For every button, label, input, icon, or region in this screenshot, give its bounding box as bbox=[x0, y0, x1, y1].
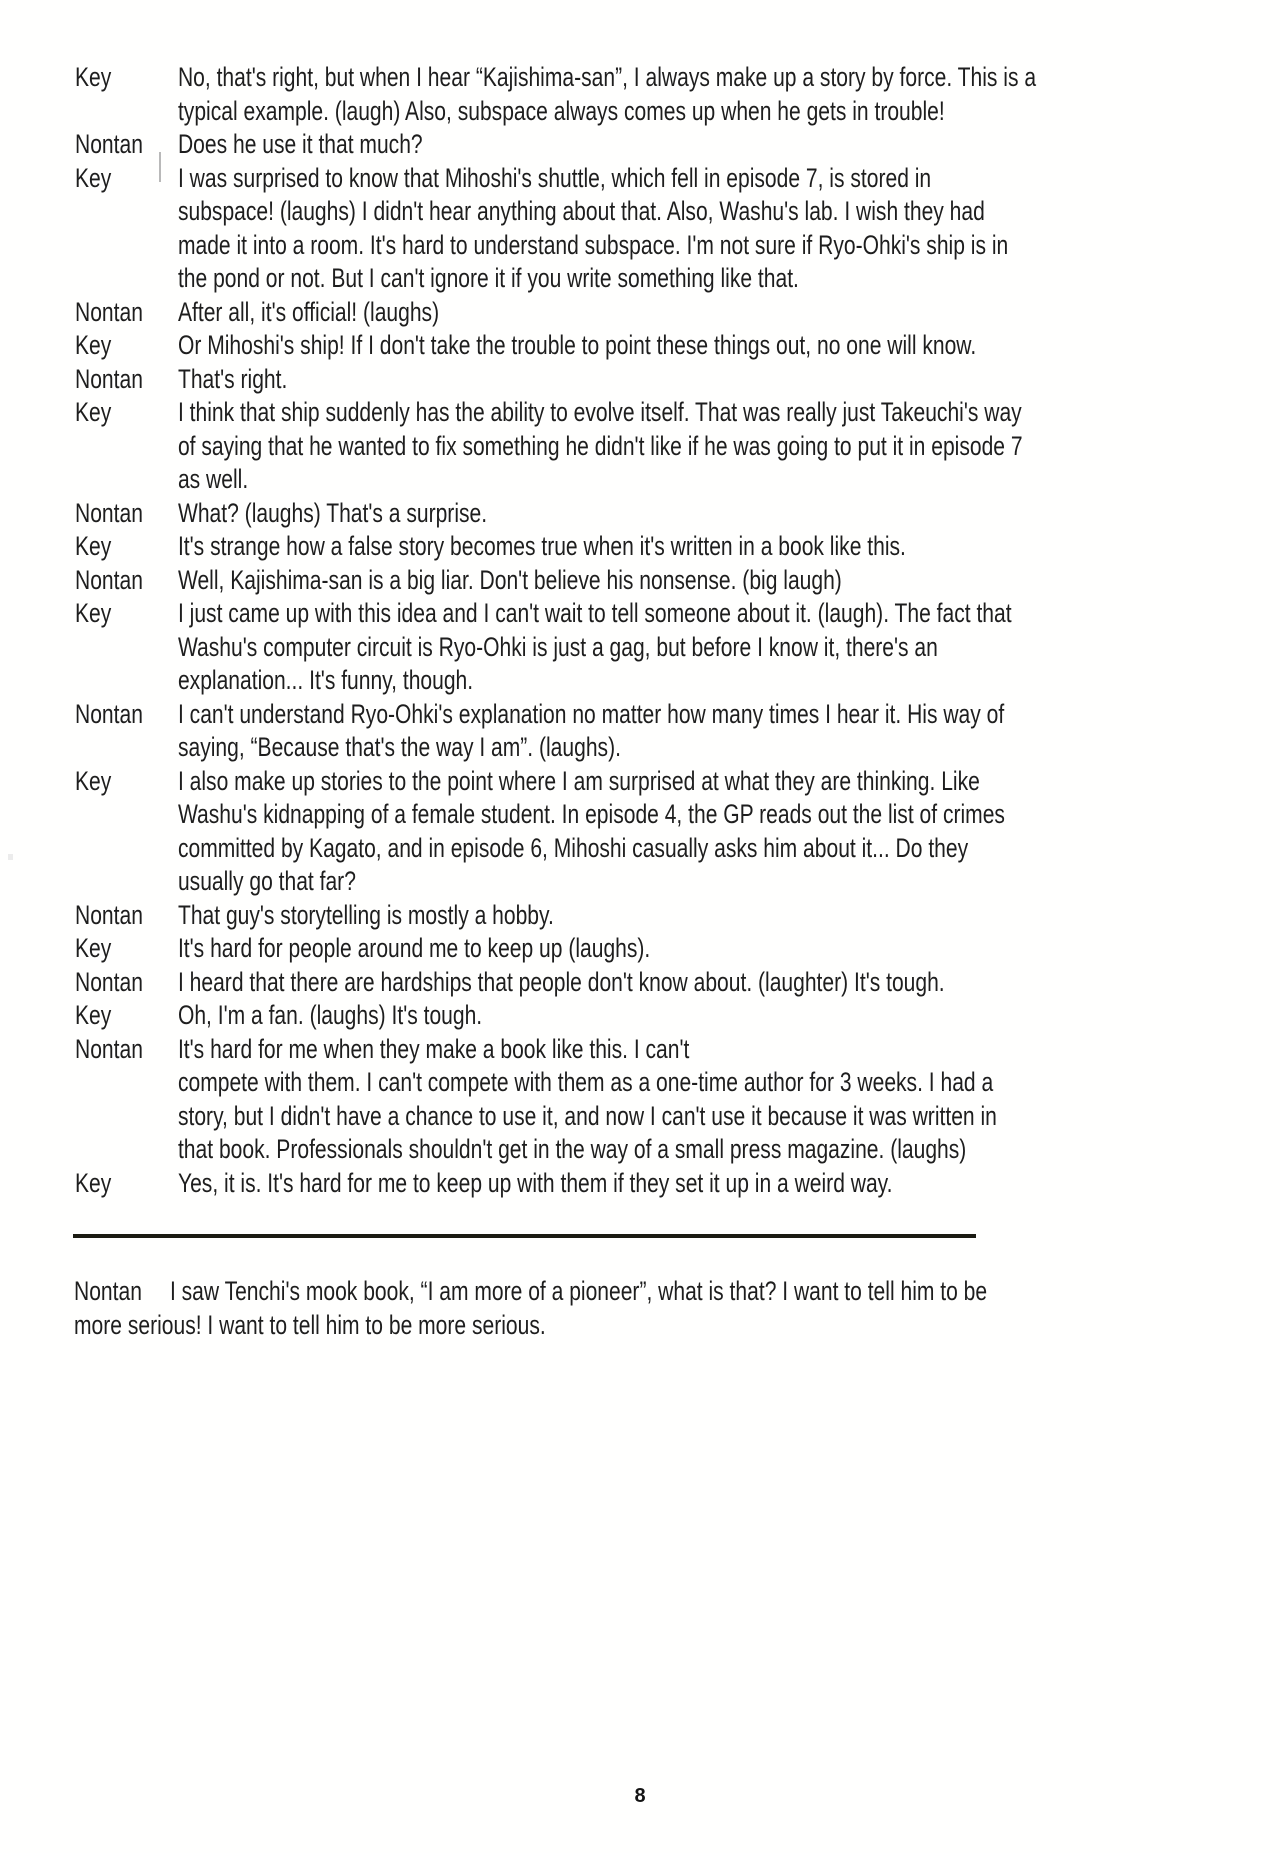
speaker-label bbox=[75, 865, 178, 899]
dialogue-text: Washu's computer circuit is Ryo-Ohki is just a gag, but before I know it, there's an bbox=[177, 631, 938, 662]
speaker-label: Nontan bbox=[75, 296, 143, 327]
dialogue-text: subspace! (laughs) I didn't hear anything about that. Also, Washu's lab. I wish they had bbox=[177, 196, 985, 226]
transcript-line bbox=[75, 865, 1214, 899]
transcript-line bbox=[75, 999, 1214, 1033]
transcript-line bbox=[75, 631, 1214, 665]
transcript-line bbox=[75, 932, 1214, 966]
dialogue-text: explanation... It's funny, though. bbox=[177, 665, 474, 695]
speaker-label bbox=[75, 832, 178, 866]
dialogue-text: It's hard for people around me to keep up (laughs). bbox=[177, 933, 651, 963]
dialogue-text: committed by Kagato, and in episode 6, Mihoshi casually asks him about it... Do they bbox=[177, 832, 969, 863]
transcript-line bbox=[75, 1100, 1214, 1134]
dialogue-text: What? (laughs) That's a surprise. bbox=[177, 497, 488, 528]
footer-text: more serious! I want to tell him to be more serious. bbox=[74, 1309, 546, 1340]
footer-line bbox=[74, 1275, 1213, 1309]
section-divider bbox=[73, 1234, 976, 1238]
scan-speck bbox=[8, 854, 13, 860]
transcript-line bbox=[75, 162, 1214, 196]
transcript-line bbox=[75, 396, 1214, 430]
transcript-line bbox=[75, 1133, 1214, 1167]
speaker-label bbox=[75, 229, 178, 263]
transcript-line bbox=[75, 262, 1214, 296]
transcript-line bbox=[75, 1167, 1214, 1201]
transcript-line bbox=[75, 664, 1214, 698]
interview-transcript bbox=[75, 61, 1214, 1200]
footer-line bbox=[74, 1309, 1213, 1343]
speaker-label: Key bbox=[75, 531, 112, 561]
speaker-label: Key bbox=[75, 1167, 112, 1198]
dialogue-text: I just came up with this idea and I can't wait to tell someone about it. (laugh). The fact that bbox=[177, 598, 1012, 628]
speaker-label: Key bbox=[75, 765, 112, 796]
dialogue-text: saying, “Because that's the way I am”. (laughs). bbox=[177, 732, 621, 762]
speaker-label: Key bbox=[75, 1000, 112, 1030]
speaker-label: Key bbox=[75, 62, 112, 92]
transcript-line bbox=[75, 296, 1214, 330]
speaker-label: Nontan bbox=[75, 497, 143, 528]
dialogue-text: After all, it's official! (laughs) bbox=[177, 296, 440, 327]
dialogue-text: I was surprised to know that Mihoshi's shuttle, which fell in episode 7, is stored in bbox=[177, 162, 932, 193]
dialogue-text: I also make up stories to the point where I am surprised at what they are thinking. Like bbox=[177, 765, 980, 796]
speaker-label bbox=[75, 664, 178, 698]
transcript-line bbox=[75, 899, 1214, 933]
transcript-line bbox=[75, 1033, 1214, 1067]
footer-text: I saw Tenchi's mook book, “I am more of a pioneer”, what is that? I want to tell him to be bbox=[169, 1276, 988, 1306]
speaker-label bbox=[75, 1133, 178, 1167]
speaker-label bbox=[75, 731, 178, 765]
dialogue-text: that book. Professionals shouldn't get in the way of a small press magazine. (laughs) bbox=[177, 1134, 967, 1164]
transcript-line bbox=[75, 832, 1214, 866]
speaker-label: Nontan bbox=[75, 363, 143, 394]
transcript-line bbox=[75, 1066, 1214, 1100]
speaker-label bbox=[75, 262, 178, 296]
dialogue-text: It's strange how a false story becomes true when it's written in a book like this. bbox=[177, 531, 906, 561]
speaker-label: Key bbox=[75, 162, 112, 193]
transcript-line bbox=[75, 61, 1214, 95]
dialogue-text: Yes, it is. It's hard for me to keep up with them if they set it up in a weird way. bbox=[177, 1167, 893, 1198]
transcript-line bbox=[75, 530, 1214, 564]
speaker-label bbox=[75, 631, 178, 665]
scan-artifact bbox=[159, 152, 161, 182]
speaker-label: Key bbox=[75, 598, 112, 628]
dialogue-text: as well. bbox=[177, 464, 249, 494]
speaker-label: Nontan bbox=[75, 966, 143, 997]
transcript-line bbox=[75, 698, 1214, 732]
transcript-line bbox=[75, 128, 1214, 162]
dialogue-text: Washu's kidnapping of a female student. In episode 4, the GP reads out the list of crimes bbox=[177, 799, 1005, 829]
speaker-label bbox=[75, 798, 178, 832]
speaker-label: Key bbox=[75, 933, 112, 963]
dialogue-text: Well, Kajishima-san is a big liar. Don't believe his nonsense. (big laugh) bbox=[177, 564, 842, 595]
transcript-line bbox=[75, 966, 1214, 1000]
dialogue-text: made it into a room. It's hard to understand subspace. I'm not sure if Ryo-Ohki's ship is in bbox=[177, 229, 1009, 260]
speaker-label: Nontan bbox=[75, 698, 143, 729]
speaker-label: Nontan bbox=[75, 129, 143, 159]
speaker-label bbox=[75, 195, 178, 229]
transcript-line bbox=[75, 798, 1214, 832]
transcript-line bbox=[75, 329, 1214, 363]
dialogue-text: Oh, I'm a fan. (laughs) It's tough. bbox=[177, 1000, 483, 1030]
transcript-line bbox=[75, 497, 1214, 531]
speaker-label: Nontan bbox=[75, 899, 143, 930]
dialogue-text: typical example. (laugh) Also, subspace always comes up when he gets in trouble! bbox=[177, 95, 945, 126]
dialogue-text: No, that's right, but when I hear “Kajishima-san”, I always make up a story by force. This is a bbox=[177, 62, 1037, 92]
transcript-line bbox=[75, 731, 1214, 765]
speaker-label: Nontan bbox=[74, 1276, 142, 1306]
dialogue-text: story, but I didn't have a chance to use it, and now I can't use it because it was written in bbox=[177, 1100, 997, 1131]
speaker-label bbox=[75, 95, 178, 129]
footer-note bbox=[74, 1275, 1213, 1342]
dialogue-text: of saying that he wanted to fix something he didn't like if he was going to put it in episode 7 bbox=[177, 430, 1023, 461]
transcript-line bbox=[75, 597, 1214, 631]
speaker-label bbox=[75, 463, 178, 497]
transcript-line bbox=[75, 229, 1214, 263]
dialogue-text: I heard that there are hardships that people don't know about. (laughter) It's tough. bbox=[177, 966, 945, 997]
transcript-line bbox=[75, 765, 1214, 799]
dialogue-text: the pond or not. But I can't ignore it if you write something like that. bbox=[177, 263, 799, 293]
dialogue-text: It's hard for me when they make a book like this. I can't bbox=[177, 1033, 690, 1064]
dialogue-text: That's right. bbox=[177, 363, 288, 394]
dialogue-text: That guy's storytelling is mostly a hobby. bbox=[177, 899, 554, 930]
transcript-line bbox=[75, 363, 1214, 397]
page-number: 8 bbox=[634, 1785, 646, 1807]
speaker-label: Key bbox=[75, 397, 112, 427]
dialogue-text: Or Mihoshi's ship! If I don't take the trouble to point these things out, no one will know. bbox=[177, 330, 977, 360]
dialogue-text: usually go that far? bbox=[177, 866, 356, 896]
transcript-line bbox=[75, 95, 1214, 129]
transcript-line bbox=[75, 195, 1214, 229]
speaker-label: Key bbox=[75, 330, 112, 360]
dialogue-text: I think that ship suddenly has the ability to evolve itself. That was really just Takeuchi's way bbox=[177, 397, 1022, 427]
speaker-label: Nontan bbox=[75, 1033, 143, 1064]
dialogue-text: I can't understand Ryo-Ohki's explanation no matter how many times I hear it. His way of bbox=[177, 698, 1005, 729]
speaker-label: Nontan bbox=[75, 564, 143, 595]
speaker-label bbox=[75, 1100, 178, 1134]
speaker-label bbox=[75, 1066, 178, 1100]
transcript-line bbox=[75, 430, 1214, 464]
transcript-line bbox=[75, 463, 1214, 497]
transcript-line bbox=[75, 564, 1214, 598]
dialogue-text: compete with them. I can't compete with them as a one-time author for 3 weeks. I had a bbox=[177, 1067, 994, 1097]
dialogue-text: Does he use it that much? bbox=[177, 129, 423, 159]
speaker-label bbox=[75, 430, 178, 464]
